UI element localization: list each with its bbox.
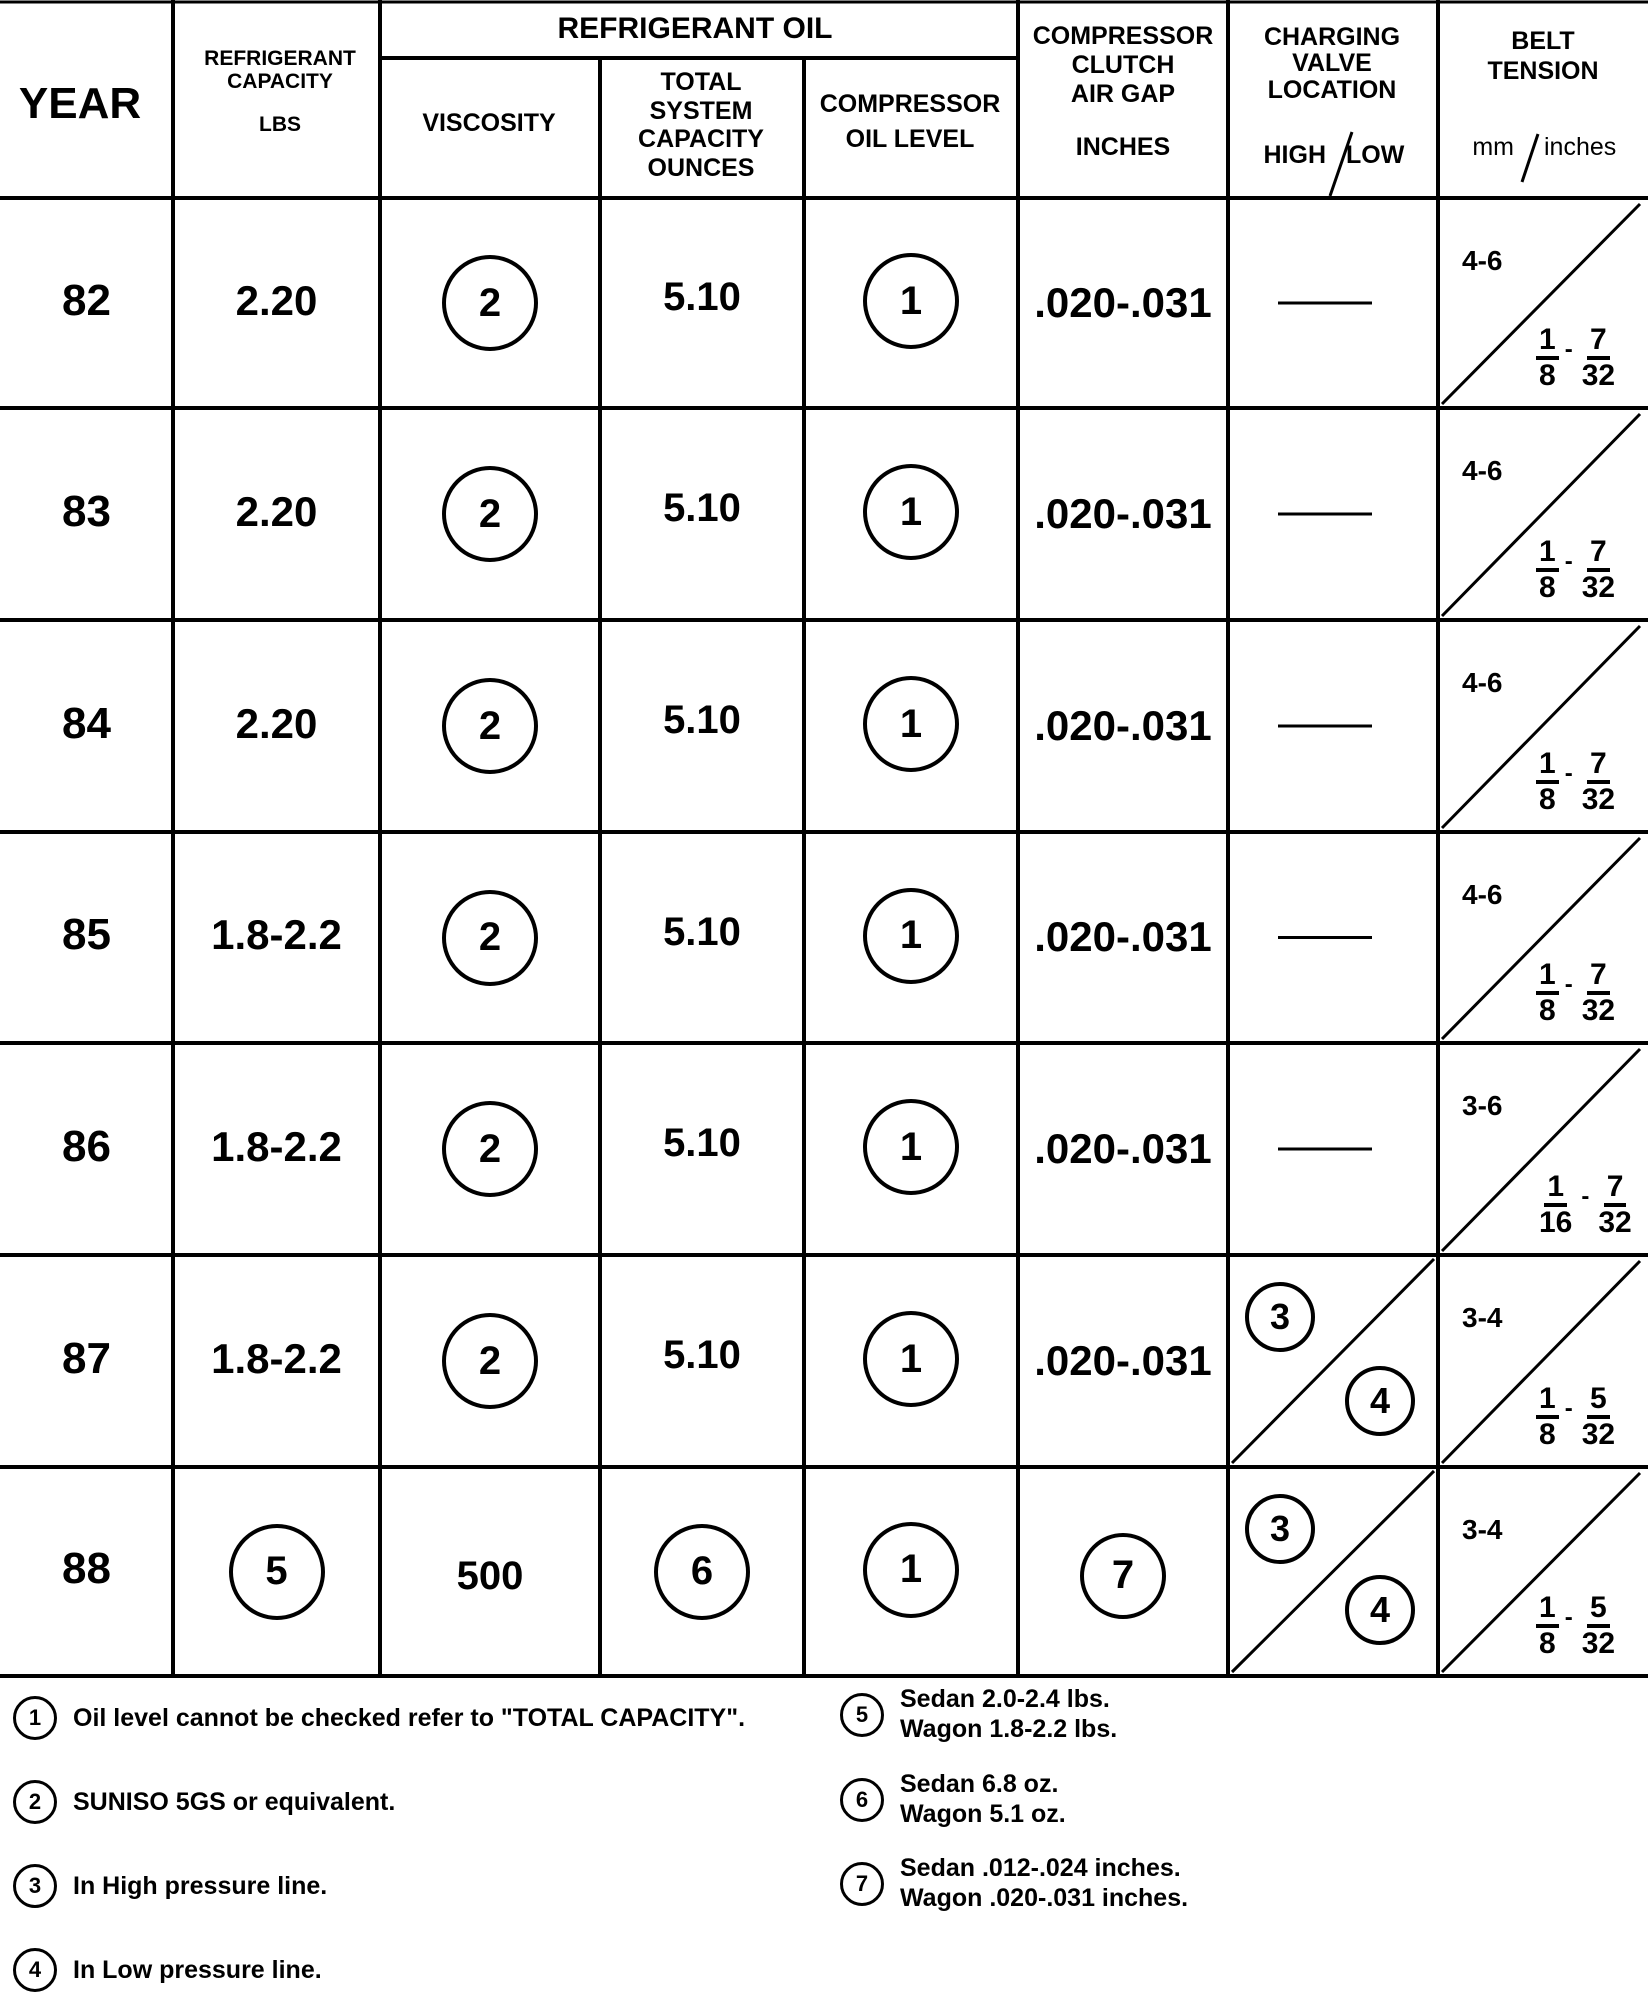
- fraction-a: [1536, 1171, 1575, 1238]
- footnote-text: [73, 1956, 322, 1986]
- charging-low-note-circle: 4: [1345, 1575, 1415, 1645]
- belt-inches-fraction: [1536, 959, 1618, 1026]
- oil-level-note-circle: 1: [863, 464, 959, 560]
- viscosity-note-circle: 2: [442, 1313, 538, 1409]
- fraction-a-numerator: 1: [1536, 748, 1559, 784]
- footnote-number-circle: 3: [13, 1864, 57, 1908]
- footnote-line: SUNISO 5GS or equivalent.: [73, 1788, 396, 1816]
- fraction-a-numerator: 1: [1536, 1592, 1559, 1628]
- fraction-b-numerator: 7: [1587, 959, 1610, 995]
- header-refrigerant-oil: REFRIGERANT OIL: [557, 12, 833, 45]
- oil-level-note-circle: 1: [863, 676, 959, 772]
- row-year: 88: [62, 1544, 111, 1594]
- belt-header-slash: [1522, 134, 1538, 182]
- belt-mm-value: 3-6: [1462, 1090, 1503, 1121]
- fraction-separator: -: [1564, 971, 1573, 998]
- fraction-b-denominator: 32: [1581, 1417, 1616, 1451]
- footnote-number-circle: 1: [13, 1696, 57, 1740]
- header-charging-low: LOW: [1346, 141, 1405, 169]
- footnote-line: In Low pressure line.: [73, 1956, 322, 1984]
- total-capacity-value: 5.10: [663, 1333, 741, 1377]
- air-gap-value: .020-.031: [1034, 701, 1212, 749]
- fraction-a: [1536, 324, 1559, 391]
- fraction-separator: -: [1564, 1395, 1573, 1422]
- belt-inches-fraction: [1536, 748, 1618, 815]
- fraction-b-denominator: 32: [1581, 782, 1616, 816]
- viscosity-note-circle: 2: [442, 890, 538, 986]
- footnote-line: Wagon 1.8-2.2 lbs.: [900, 1714, 1118, 1743]
- fraction-b-numerator: 7: [1587, 536, 1610, 572]
- oil-level-note-circle: 1: [863, 1522, 959, 1618]
- footnote-line: Oil level cannot be checked refer to "TOTAL CAPACITY".: [73, 1704, 746, 1732]
- fraction-a-denominator: 8: [1539, 570, 1556, 604]
- fraction-a: [1536, 536, 1559, 603]
- oil-level-note-circle: 1: [863, 888, 959, 984]
- footnote-number-circle: 2: [13, 1780, 57, 1824]
- air-gap-value: .020-.031: [1034, 489, 1212, 537]
- footnote-text: [900, 1854, 1188, 1913]
- header-belt-tension: BELT TENSION: [1487, 27, 1599, 85]
- footnote-line: Sedan 6.8 oz.: [900, 1770, 1059, 1798]
- header-viscosity: VISCOSITY: [422, 109, 556, 137]
- viscosity-value: 500: [456, 1553, 524, 1598]
- belt-mm-value: 3-4: [1462, 1302, 1503, 1333]
- refrigerant-capacity-value: 1.8-2.2: [211, 1122, 342, 1170]
- fraction-a-numerator: 1: [1536, 536, 1559, 572]
- fraction-b: [1579, 1383, 1618, 1450]
- belt-mm-value: 4-6: [1462, 455, 1503, 486]
- total-capacity-value: 5.10: [663, 486, 741, 530]
- header-belt-mm: mm: [1472, 133, 1514, 161]
- fraction-a-numerator: 1: [1544, 1171, 1567, 1207]
- fraction-a-denominator: 16: [1539, 1205, 1573, 1239]
- fraction-a-denominator: 8: [1539, 358, 1556, 392]
- fraction-b-numerator: 5: [1587, 1592, 1610, 1628]
- refrigerant-capacity-value: 1.8-2.2: [211, 1334, 342, 1382]
- refrigerant-capacity-value: 2.20: [235, 699, 318, 747]
- footnote-number-circle: 4: [13, 1948, 57, 1992]
- fraction-b-denominator: 32: [1581, 358, 1616, 392]
- footnote-text: [73, 1872, 327, 1902]
- belt-mm-value: 4-6: [1462, 667, 1503, 698]
- header-refrigerant-units: LBS: [259, 113, 301, 136]
- fraction-b-numerator: 5: [1587, 1383, 1610, 1419]
- row-year: 85: [62, 910, 111, 960]
- total-capacity-value: 5.10: [663, 909, 741, 954]
- footnote-line: Sedan .012-.024 inches.: [900, 1854, 1181, 1882]
- header-belt-inches: inches: [1544, 133, 1617, 161]
- fraction-b: [1579, 536, 1618, 603]
- air-gap-value: .020-.031: [1034, 913, 1212, 961]
- viscosity-note-circle: 2: [442, 466, 538, 562]
- fraction-b-denominator: 32: [1581, 993, 1616, 1027]
- fraction-a-numerator: 1: [1536, 959, 1559, 995]
- belt-inches-fraction: [1536, 324, 1618, 391]
- row-year: 82: [62, 275, 111, 325]
- fraction-a: [1536, 1592, 1559, 1659]
- fraction-b-denominator: 32: [1598, 1205, 1632, 1239]
- belt-mm-value: 3-4: [1462, 1514, 1503, 1545]
- fraction-a-denominator: 8: [1539, 1626, 1556, 1660]
- row-year: 84: [62, 698, 111, 748]
- oil-level-note-circle: 1: [863, 1311, 959, 1407]
- fraction-separator: -: [1564, 548, 1573, 575]
- footnote-text: [900, 1770, 1066, 1829]
- header-year: YEAR: [18, 79, 142, 128]
- fraction-b: [1579, 748, 1618, 815]
- fraction-separator: -: [1564, 336, 1573, 363]
- total-capacity-value: 5.10: [663, 1121, 741, 1165]
- footnote-number-circle: 6: [840, 1778, 884, 1822]
- header-refrigerant-capacity: REFRIGERANT CAPACITY: [204, 47, 356, 94]
- belt-mm-value: 4-6: [1462, 245, 1503, 276]
- belt-inches-fraction: [1536, 1171, 1635, 1238]
- belt-inches-fraction: [1536, 536, 1618, 603]
- viscosity-note-circle: 2: [442, 1101, 538, 1197]
- air-gap-note-circle: 7: [1080, 1533, 1166, 1619]
- refrigerant-capacity-value: 2.20: [235, 276, 318, 324]
- fraction-b: [1579, 959, 1618, 1026]
- footnote-line: Sedan 2.0-2.4 lbs.: [900, 1685, 1110, 1713]
- fraction-b-numerator: 7: [1587, 324, 1610, 360]
- header-total-capacity: TOTAL SYSTEM CAPACITY OUNCES: [638, 68, 764, 182]
- footnote-text: [900, 1685, 1117, 1744]
- refrigerant-capacity-value: 2.20: [235, 487, 318, 535]
- fraction-separator: -: [1564, 760, 1573, 787]
- total-capacity-value: 5.10: [663, 698, 741, 742]
- footnote-text: [73, 1788, 395, 1818]
- header-clutch-air-gap: COMPRESSOR CLUTCH AIR GAP: [1032, 22, 1214, 108]
- footnote-number-circle: 7: [840, 1862, 884, 1906]
- footnote-line: In High pressure line.: [73, 1872, 328, 1900]
- belt-mm-value: 4-6: [1462, 879, 1503, 910]
- refrigerant-capacity-value: 1.8-2.2: [211, 911, 342, 959]
- header-compressor-oil-level: COMPRESSOR OIL LEVEL: [819, 90, 1001, 153]
- oil-level-note-circle: 1: [863, 1099, 959, 1195]
- fraction-a: [1536, 959, 1559, 1026]
- fraction-b: [1579, 324, 1618, 391]
- header-clutch-units: INCHES: [1075, 133, 1171, 161]
- fraction-a-numerator: 1: [1536, 324, 1559, 360]
- fraction-b: [1595, 1171, 1634, 1238]
- total-capacity-value: 5.10: [663, 275, 741, 319]
- fraction-separator: -: [1564, 1604, 1573, 1631]
- charging-high-note-circle: 3: [1245, 1494, 1315, 1564]
- fraction-a-denominator: 8: [1539, 993, 1556, 1027]
- fraction-a-numerator: 1: [1536, 1383, 1559, 1419]
- viscosity-note-circle: 2: [442, 255, 538, 351]
- footnote-line: Wagon 5.1 oz.: [900, 1799, 1066, 1828]
- belt-inches-fraction: [1536, 1383, 1618, 1450]
- fraction-a-denominator: 8: [1539, 1417, 1556, 1451]
- total-capacity-note-circle: 6: [654, 1524, 750, 1620]
- fraction-b-numerator: 7: [1604, 1171, 1627, 1207]
- row-year: 83: [62, 486, 111, 536]
- footnote-text: [73, 1704, 745, 1734]
- fraction-a-denominator: 8: [1539, 782, 1556, 816]
- row-year: 87: [62, 1333, 111, 1383]
- air-gap-value: .020-.031: [1034, 278, 1212, 326]
- charging-high-note-circle: 3: [1245, 1282, 1315, 1352]
- oil-level-note-circle: 1: [863, 253, 959, 349]
- refrigerant-note-circle: 5: [229, 1524, 325, 1620]
- footnote-number-circle: 5: [840, 1693, 884, 1737]
- fraction-b-denominator: 32: [1581, 570, 1616, 604]
- fraction-b: [1579, 1592, 1618, 1659]
- row-year: 86: [62, 1121, 111, 1171]
- fraction-a: [1536, 748, 1559, 815]
- fraction-separator: -: [1581, 1183, 1590, 1210]
- air-gap-value: .020-.031: [1034, 1124, 1212, 1172]
- header-charging-valve: CHARGING VALVE LOCATION: [1263, 23, 1401, 104]
- fraction-b-numerator: 7: [1587, 748, 1610, 784]
- air-gap-value: .020-.031: [1034, 1336, 1212, 1384]
- charging-low-note-circle: 4: [1345, 1366, 1415, 1436]
- header-charging-high: HIGH: [1263, 141, 1326, 169]
- fraction-a: [1536, 1383, 1559, 1450]
- viscosity-note-circle: 2: [442, 678, 538, 774]
- footnote-line: Wagon .020-.031 inches.: [900, 1883, 1189, 1912]
- belt-inches-fraction: [1536, 1592, 1618, 1659]
- fraction-b-denominator: 32: [1581, 1626, 1616, 1660]
